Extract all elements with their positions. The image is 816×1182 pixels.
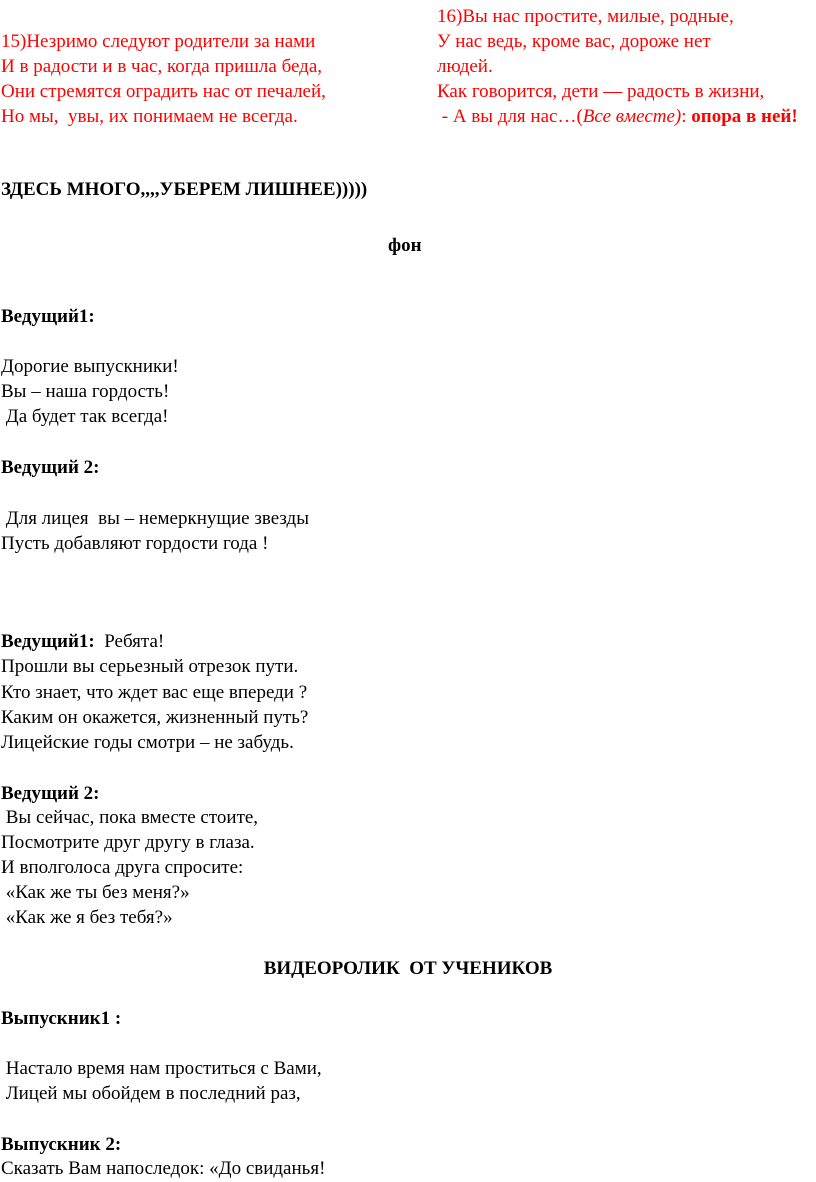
poem-16-all-together: Все вместе)	[582, 106, 682, 127]
speech-line: «Как же я без тебя?»	[1, 907, 173, 928]
video-heading	[0, 956, 816, 981]
poem-15-line: 15)Незримо следуют родители за нами	[1, 31, 316, 52]
speech-line: Кто знает, что ждет вас еще впереди ?	[1, 682, 308, 703]
poem-16-line: людей.	[437, 56, 493, 77]
speech-line: «Как же ты без меня?»	[1, 882, 190, 903]
poem-16-support: опора в ней!	[691, 106, 798, 127]
poem-16-column	[437, 4, 816, 129]
speech-line: Лицейские годы смотри – не забудь.	[1, 732, 294, 753]
speech-line: И вполголоса друга спросите:	[1, 857, 244, 878]
speech-line: Прошли вы серьезный отрезок пути.	[1, 656, 299, 677]
poem-15-line: Они стремятся оградить нас от печалей,	[1, 81, 326, 102]
speaker-label: Выпускник 2:	[1, 1134, 122, 1155]
speaker-label: Ведущий1:	[1, 631, 95, 652]
speaker-label: Ведущий1:	[1, 306, 95, 327]
speech-line: Каким он окажется, жизненный путь?	[1, 707, 309, 728]
poem-16-line: Как говорится, дети — радость в жизни,	[437, 81, 765, 102]
speech-line: Да будет так всегда!	[1, 406, 169, 427]
speech-line: Посмотрите друг другу в глаза.	[1, 832, 255, 853]
poem-15-line: Но мы, увы, их понимаем не всегда.	[1, 106, 298, 127]
speech-line: Для лицея вы – немеркнущие звезды	[1, 508, 309, 529]
speech-line: Вы – наша гордость!	[1, 381, 170, 402]
speaker-label: Выпускник1 :	[1, 1008, 122, 1029]
poem-16-last-prefix: - А вы для нас…(	[437, 106, 583, 127]
poem-15-line: И в радости и в час, когда пришла беда,	[1, 56, 323, 77]
speech-line: Пусть добавляют гордости года !	[1, 533, 269, 554]
speaker-label: Ведущий 2:	[1, 457, 100, 478]
editor-note: ЗДЕСЬ МНОГО,,,,УБЕРЕМ ЛИШНЕЕ)))))	[1, 179, 368, 200]
speech-line: Настало время нам проститься с Вами,	[1, 1058, 322, 1079]
speech-line: Дорогие выпускники!	[1, 356, 179, 377]
video-heading-text: ВИДЕОРОЛИК ОТ УЧЕНИКОВ	[263, 958, 553, 979]
speech-line-with-speaker	[1, 629, 164, 654]
poem-16-colon: :	[681, 106, 692, 127]
background-cue: фон	[388, 235, 422, 256]
poem-16-line: У нас ведь, кроме вас, дороже нет	[437, 31, 711, 52]
speech-line: Вы сейчас, пока вместе стоите,	[1, 807, 259, 828]
poem-16-line: 16)Вы нас простите, милые, родные,	[437, 6, 734, 27]
speaker-label: Ведущий 2:	[1, 783, 100, 804]
poem-16-last-line	[437, 104, 816, 129]
speech-line: Ребята!	[94, 631, 165, 652]
speech-line: Сказать Вам напоследок: «До свиданья!	[1, 1158, 326, 1179]
speech-line: Лицей мы обойдем в последний раз,	[1, 1083, 301, 1104]
poem-15-column	[1, 29, 411, 129]
